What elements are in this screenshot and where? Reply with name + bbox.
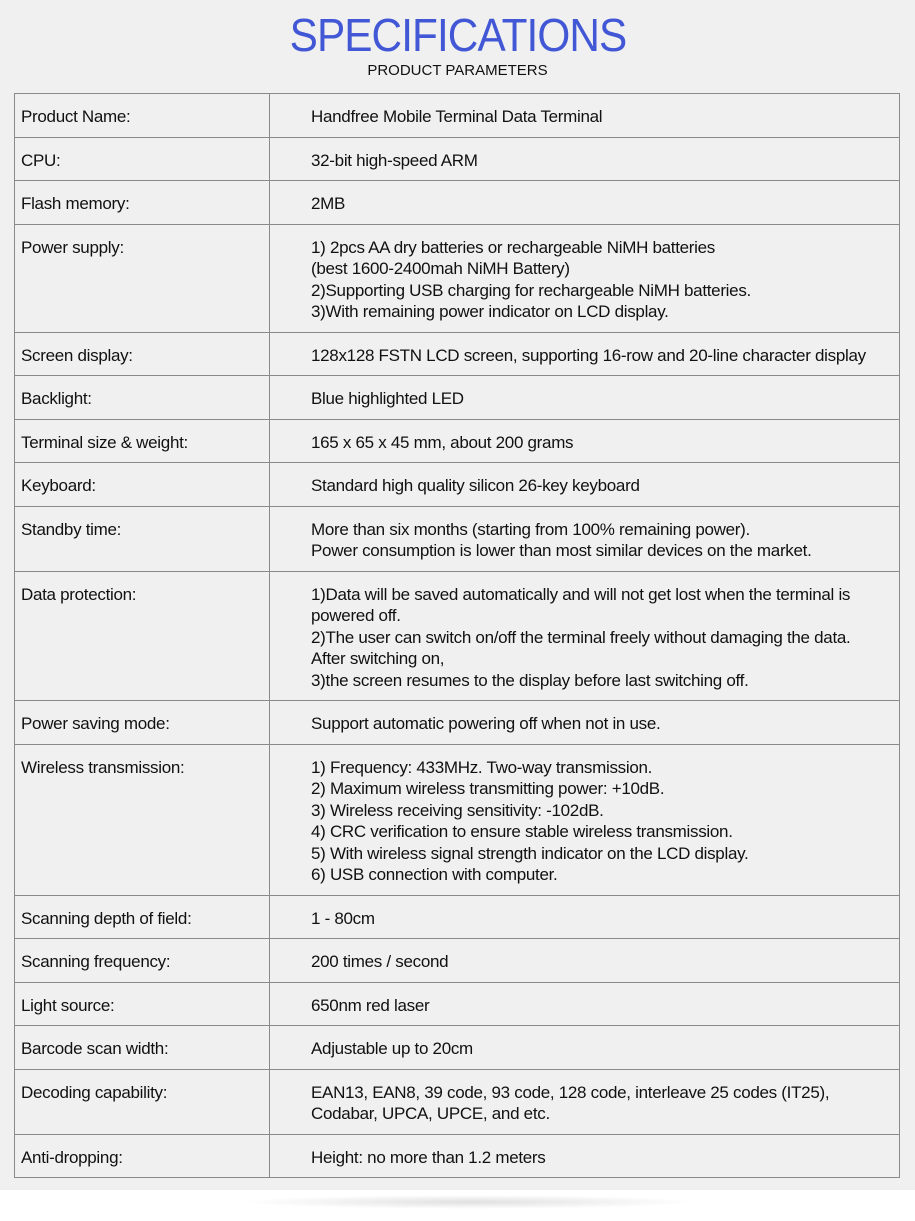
page-header [0, 0, 915, 84]
table-row [15, 982, 900, 1026]
spec-label: Wireless transmission: [15, 744, 270, 895]
spec-value: 1) Frequency: 433MHz. Two-way transmission. 2) Maximum wireless transmitting power: +10dB. 3) Wireless receiving sensitivity: -102dB. 4) CRC verification to ensure stable wireless transmission. 5) With wireless signal strength indicator on the LCD display. 6) USB connection with computer. [270, 744, 900, 895]
table-row [15, 939, 900, 983]
spec-label: Standby time: [15, 506, 270, 571]
spec-value: 1)Data will be saved automatically and will not get lost when the terminal is powered off. 2)The user can switch on/off the terminal freely without damaging the data. After switching on, 3)the screen resumes to the display before last switching off. [270, 571, 900, 701]
spec-label: Barcode scan width: [15, 1026, 270, 1070]
table-row [15, 181, 900, 225]
table-row [15, 1026, 900, 1070]
spec-label: Decoding capability: [15, 1069, 270, 1134]
spec-label: Product Name: [15, 94, 270, 138]
spec-value: 128x128 FSTN LCD screen, supporting 16-row and 20-line character display [270, 332, 900, 376]
table-row [15, 701, 900, 745]
spec-label: Screen display: [15, 332, 270, 376]
spec-value: Adjustable up to 20cm [270, 1026, 900, 1070]
spec-value: 32-bit high-speed ARM [270, 137, 900, 181]
spec-label: Power saving mode: [15, 701, 270, 745]
spec-value: 165 x 65 x 45 mm, about 200 grams [270, 419, 900, 463]
spec-label: Power supply: [15, 224, 270, 332]
spec-value: 1 - 80cm [270, 895, 900, 939]
table-row [15, 1069, 900, 1134]
page-subtitle: PRODUCT PARAMETERS [367, 62, 548, 79]
bottom-shadow [240, 1195, 700, 1209]
spec-table [14, 93, 900, 1178]
table-row [15, 224, 900, 332]
page-title: SPECIFICATIONS [289, 9, 626, 61]
spec-label: Keyboard: [15, 463, 270, 507]
spec-value: 650nm red laser [270, 982, 900, 1026]
table-row [15, 376, 900, 420]
spec-value: More than six months (starting from 100% remaining power). Power consumption is lower than most similar devices on the market. [270, 506, 900, 571]
spec-value: Handfree Mobile Terminal Data Terminal [270, 94, 900, 138]
table-row [15, 94, 900, 138]
spec-value: 200 times / second [270, 939, 900, 983]
table-row [15, 744, 900, 895]
table-row [15, 895, 900, 939]
spec-value: Blue highlighted LED [270, 376, 900, 420]
spec-value: 1) 2pcs AA dry batteries or rechargeable NiMH batteries (best 1600-2400mah NiMH Battery) 2)Supporting USB charging for rechargeable NiMH batteries. 3)With remaining power indicator on LCD display. [270, 224, 900, 332]
table-row [15, 137, 900, 181]
spec-value: 2MB [270, 181, 900, 225]
spec-label: Data protection: [15, 571, 270, 701]
spec-value: Height: no more than 1.2 meters [270, 1134, 900, 1178]
spec-label: Flash memory: [15, 181, 270, 225]
spec-label: Backlight: [15, 376, 270, 420]
table-row [15, 506, 900, 571]
spec-label: CPU: [15, 137, 270, 181]
spec-value: Support automatic powering off when not in use. [270, 701, 900, 745]
table-row [15, 571, 900, 701]
table-row [15, 332, 900, 376]
spec-label: Terminal size & weight: [15, 419, 270, 463]
spec-label: Scanning depth of field: [15, 895, 270, 939]
table-row [15, 463, 900, 507]
table-row [15, 1134, 900, 1178]
spec-label: Scanning frequency: [15, 939, 270, 983]
spec-label: Anti-dropping: [15, 1134, 270, 1178]
spec-label: Light source: [15, 982, 270, 1026]
spec-value: Standard high quality silicon 26-key keyboard [270, 463, 900, 507]
spec-value: EAN13, EAN8, 39 code, 93 code, 128 code, interleave 25 codes (IT25), Codabar, UPCA, UPCE, and etc. [270, 1069, 900, 1134]
table-row [15, 419, 900, 463]
